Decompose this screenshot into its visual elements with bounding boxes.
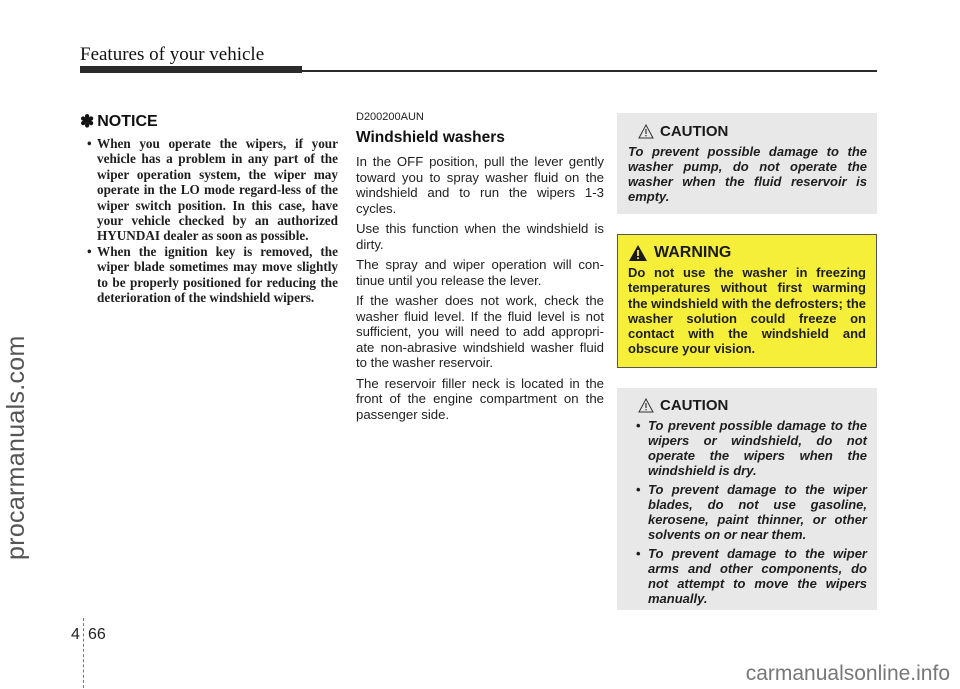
notice-heading bbox=[80, 112, 338, 132]
notice-title: NOTICE bbox=[97, 113, 158, 130]
notice-section bbox=[80, 112, 338, 305]
caution-box-wipers bbox=[617, 388, 877, 610]
header-bar bbox=[80, 66, 302, 73]
caution-item: • To prevent damage to the wiper blades, do not use gasoline, kerosene, paint thinner, or other solvents on or near them. bbox=[626, 482, 867, 542]
footer-divider bbox=[83, 618, 84, 688]
windshield-washers-section bbox=[356, 111, 604, 422]
warning-heading bbox=[628, 244, 866, 262]
caution-title: CAUTION bbox=[660, 397, 729, 414]
warning-triangle-outline-icon bbox=[638, 124, 654, 139]
caution-heading bbox=[628, 123, 867, 140]
notice-list bbox=[80, 136, 338, 305]
watermark-bottom: carmanualsonline.info bbox=[745, 662, 950, 685]
section-title: Windshield washers bbox=[356, 129, 505, 146]
warning-text: Do not use the washer in freezing temperatures without first warming the windshield with the defrosters; the washer solution could freeze on contact with the windshield and obscure your vision. bbox=[628, 265, 866, 357]
notice-item: • When you operate the wipers, if your vehicle has a problem in any part of the wiper operation system, the wiper may operate in the LO mode regard-less of the wiper switch position. In this case, have your vehicle checked by an authorized HYUNDAI dealer as soon as possible. bbox=[80, 136, 338, 244]
header-rule bbox=[302, 70, 877, 72]
caution-heading bbox=[626, 397, 867, 414]
notice-item: • When the ignition key is removed, the wiper blade sometimes may move slightly to be properly positioned for reducing the deterioration of the windshield wipers. bbox=[80, 244, 338, 306]
section-paragraph: In the OFF position, pull the lever gently toward you to spray washer fluid on the windshield and to run the wipers 1-3 cycles. bbox=[356, 154, 604, 216]
section-paragraph: Use this function when the windshield is dirty. bbox=[356, 221, 604, 252]
caution-box-washer-pump bbox=[617, 113, 877, 214]
caution-list bbox=[626, 418, 867, 606]
section-paragraph: The spray and wiper operation will con-tinue until you release the lever. bbox=[356, 257, 604, 288]
notice-star-icon: ✽ bbox=[80, 112, 95, 131]
page-header-title: Features of your vehicle bbox=[80, 44, 265, 65]
warning-box-freezing bbox=[617, 234, 877, 368]
warning-triangle-icon bbox=[628, 244, 648, 262]
section-paragraph: If the washer does not work, check the washer fluid level. If the fluid level is not sufficient, you will need to add appropri-ate non-abrasive windshield washer fluid to the washer reservoir. bbox=[356, 293, 604, 370]
caution-item: • To prevent possible damage to the wipers or windshield, do not operate the wipers when the windshield is dry. bbox=[626, 418, 867, 478]
warning-title: WARNING bbox=[654, 244, 732, 261]
section-paragraph: The reservoir filler neck is located in the front of the engine compartment on the passenger side. bbox=[356, 375, 604, 422]
caution-title: CAUTION bbox=[660, 123, 729, 140]
caution-text: To prevent possible damage to the washer pump, do not operate the washer when the fluid reservoir is empty. bbox=[628, 144, 867, 204]
caution-item: • To prevent damage to the wiper arms and other components, do not attempt to move the wipers manually. bbox=[626, 546, 867, 606]
watermark-left: procarmanuals.com bbox=[2, 335, 30, 560]
page-number: 66 bbox=[88, 626, 106, 643]
warning-triangle-outline-icon bbox=[638, 398, 654, 413]
chapter-number: 4 bbox=[71, 626, 80, 643]
section-code: D200200AUN bbox=[356, 111, 424, 123]
